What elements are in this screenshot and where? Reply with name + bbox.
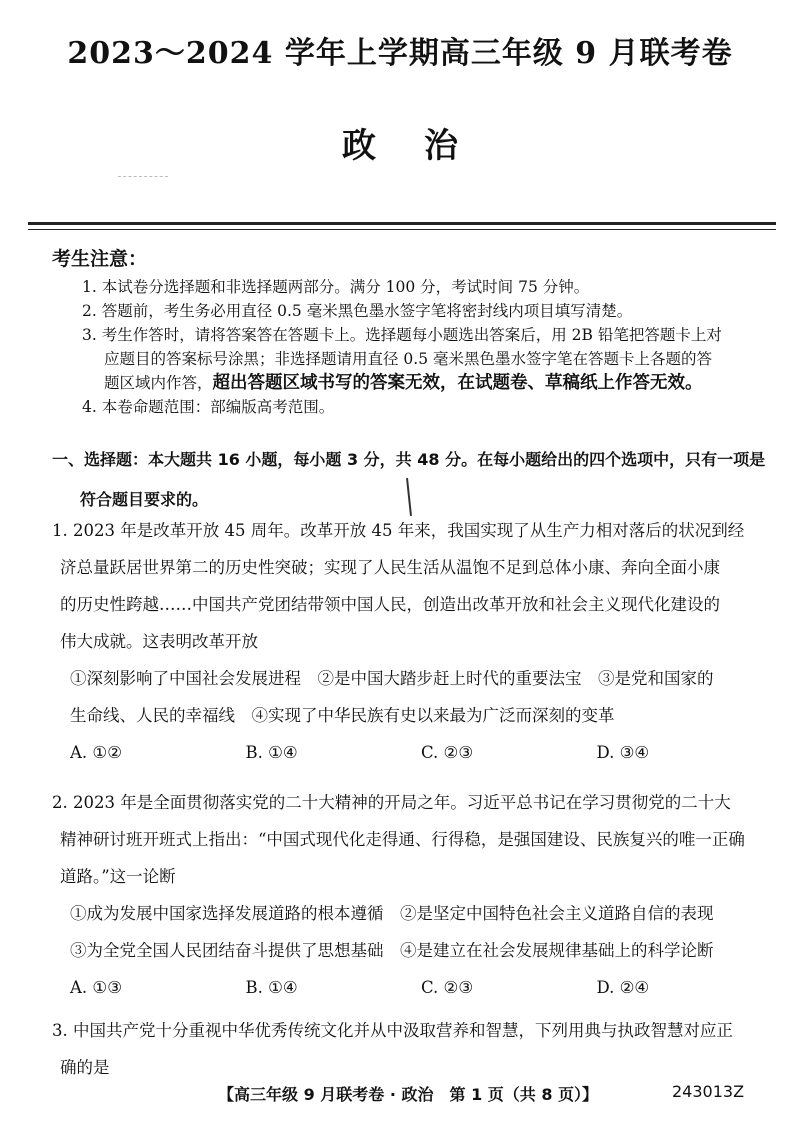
footer-code: 243013Z — [672, 1082, 745, 1101]
q2-statement-line: ①成为发展中国家选择发展道路的根本遵循 ②是坚定中国特色社会主义道路自信的表现 — [70, 904, 714, 923]
q1-line: 1. 2023 年是改革开放 45 周年。改革开放 45 年来，我国实现了从生产力相对落后的状况到经 — [52, 521, 745, 540]
q2-option-b[interactable]: B. ①④ — [245, 978, 298, 997]
notice-block — [52, 244, 772, 419]
notice-heading: 考生注意： — [52, 248, 148, 270]
q1-options — [52, 734, 772, 771]
header-rule — [28, 222, 776, 230]
notice-item-3-cont-1: 应题目的答案标号涂黑；非选择题请用直径 0.5 毫米黑色墨水签字笔在答题卡上各题的答 — [104, 350, 713, 368]
q2-options — [52, 969, 772, 1006]
notice-emphasis: 超出答题区域书写的答案无效，在试题卷、草稿纸上作答无效。 — [212, 373, 703, 393]
q2-line: 2. 2023 年是全面贯彻落实党的二十大精神的开局之年。习近平总书记在学习贯彻党的二十大 — [52, 793, 731, 812]
subject-title: 政治 — [342, 126, 506, 166]
question-2 — [52, 784, 772, 1006]
q1-line: 济总量跃居世界第二的历史性突破；实现了人民生活从温饱不足到总体小康、奔向全面小康 — [60, 558, 720, 577]
q1-option-c[interactable]: C. ②③ — [421, 743, 474, 762]
q2-line: 精神研讨班开班式上指出：“中国式现代化走得通、行得稳，是强国建设、民族复兴的唯一正确 — [60, 830, 745, 849]
q1-statement-line: ①深刻影响了中国社会发展进程 ②是中国大踏步赶上时代的重要法宝 ③是党和国家的 — [70, 669, 714, 688]
footer-page-info: 【高三年级 9 月联考卷 · 政治 第 1 页（共 8 页）】 — [218, 1085, 599, 1104]
notice-item-1: 1. 本试卷分选择题和非选择题两部分。满分 100 分，考试时间 75 分钟。 — [82, 278, 590, 296]
section-heading — [52, 440, 772, 520]
q2-statement-line: ③为全党全国人民团结奋斗提供了思想基础 ④是建立在社会发展规律基础上的科学论断 — [70, 941, 714, 960]
q2-line: 道路。”这一论断 — [60, 867, 176, 886]
notice-item-3-tail: 题区域内作答， — [104, 374, 213, 392]
q2-option-a[interactable]: A. ①③ — [70, 978, 122, 997]
question-3 — [52, 1012, 772, 1086]
section-line-1: 一、选择题：本大题共 16 小题，每小题 3 分，共 48 分。在每小题给出的四个选项中，只有一项是 — [52, 450, 766, 469]
q1-option-b[interactable]: B. ①④ — [245, 743, 298, 762]
q3-line: 3. 中国共产党十分重视中华优秀传统文化并从中汲取营养和智慧，下列用典与执政智慧对应正 — [52, 1021, 733, 1040]
q1-statement-line: 生命线、人民的幸福线 ④实现了中华民族有史以来最为广泛而深刻的变革 — [70, 706, 615, 725]
notice-item-4: 4. 本卷命题范围：部编版高考范围。 — [82, 398, 335, 416]
q3-line: 确的是 — [60, 1058, 110, 1077]
faint-mark — [118, 176, 168, 178]
q1-line: 伟大成就。这表明改革开放 — [60, 632, 258, 651]
q2-option-d[interactable]: D. ②④ — [596, 978, 650, 997]
notice-item-2: 2. 答题前，考生务必用直径 0.5 毫米黑色墨水签字笔将密封线内项目填写清楚。 — [82, 302, 633, 320]
notice-item-3-cont-2 — [52, 371, 772, 395]
q1-option-a[interactable]: A. ①② — [70, 743, 122, 762]
q1-option-d[interactable]: D. ③④ — [596, 743, 650, 762]
exam-title: 2023～2024 学年上学期高三年级 9 月联考卷 — [67, 36, 733, 71]
section-line-2: 符合题目要求的。 — [80, 490, 209, 509]
question-1 — [52, 512, 772, 771]
q2-option-c[interactable]: C. ②③ — [421, 978, 474, 997]
notice-item-3: 3. 考生作答时，请将答案答在答题卡上。选择题每小题选出答案后，用 2B 铅笔把答题卡上对 — [82, 326, 722, 344]
q1-line: 的历史性跨越……中国共产党团结带领中国人民，创造出改革开放和社会主义现代化建设的 — [60, 595, 720, 614]
